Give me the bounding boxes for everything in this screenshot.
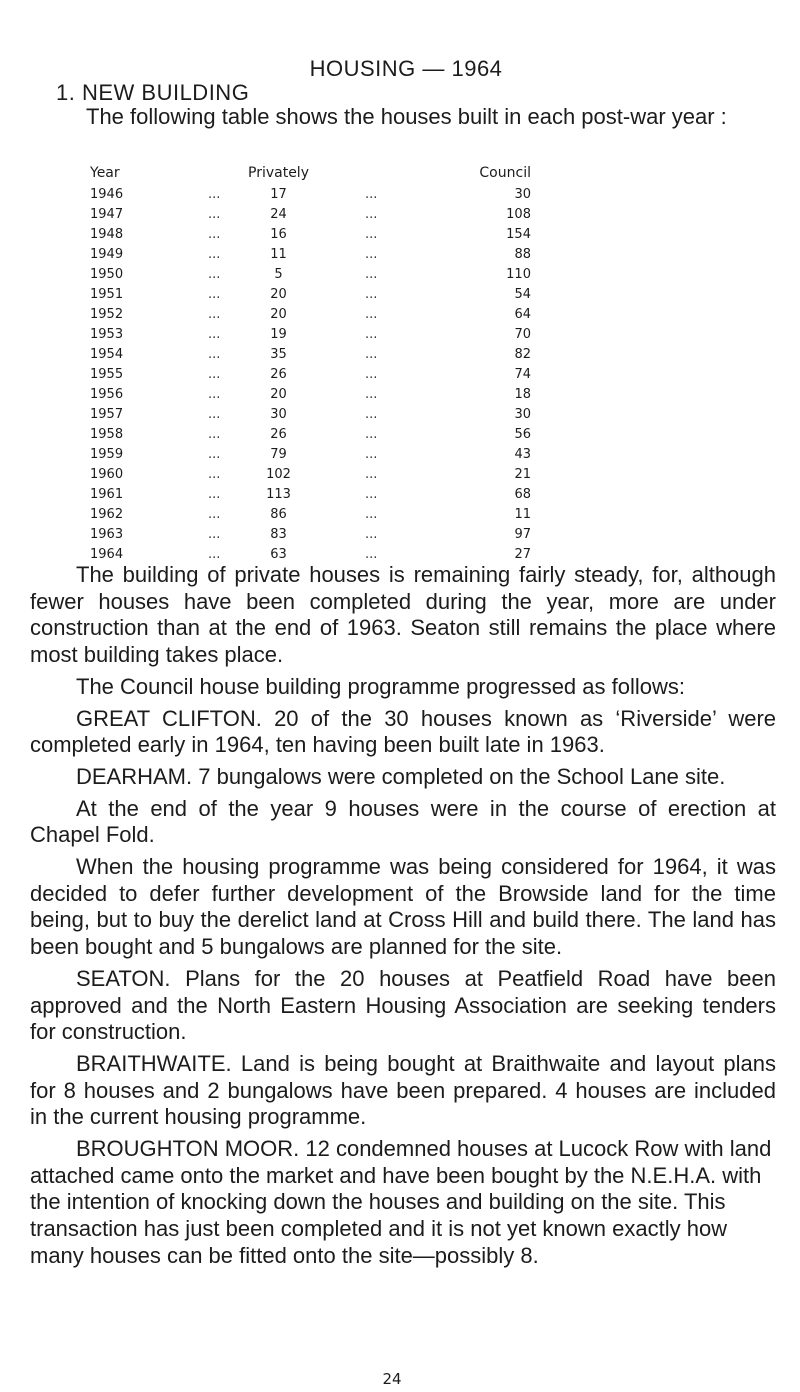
table-row bbox=[0, 384, 531, 404]
cell-year: 1950 bbox=[90, 266, 124, 282]
table-row bbox=[0, 184, 531, 204]
table-body bbox=[0, 184, 531, 564]
leader-dots: ... bbox=[208, 386, 221, 402]
table-row bbox=[0, 464, 531, 484]
leader-dots: ... bbox=[208, 346, 221, 362]
cell-year: 1951 bbox=[90, 286, 124, 302]
leader-dots: ... bbox=[208, 186, 221, 202]
leader-dots: ... bbox=[364, 406, 378, 422]
body-paragraph: The Council house building programme progressed as follows: bbox=[76, 673, 685, 699]
leader-dots: ... bbox=[364, 526, 378, 542]
leader-dots: ... bbox=[364, 186, 378, 202]
cell-council: 30 bbox=[514, 186, 531, 202]
cell-council: 68 bbox=[514, 486, 531, 502]
leader-dots: ... bbox=[364, 486, 378, 502]
table-row bbox=[0, 344, 531, 364]
leader-dots: ... bbox=[364, 286, 378, 302]
cell-year: 1955 bbox=[90, 366, 124, 382]
leader-dots: ... bbox=[208, 406, 221, 422]
leader-dots: ... bbox=[364, 546, 378, 562]
leader-dots: ... bbox=[364, 466, 378, 482]
leader-dots: ... bbox=[208, 546, 221, 562]
table-row bbox=[0, 544, 531, 564]
table-row bbox=[0, 244, 531, 264]
cell-council: 154 bbox=[506, 226, 531, 242]
cell-privately: 24 bbox=[270, 206, 287, 222]
cell-council: 110 bbox=[506, 266, 531, 282]
cell-year: 1956 bbox=[90, 386, 124, 402]
cell-year: 1961 bbox=[90, 486, 124, 502]
leader-dots: ... bbox=[364, 226, 378, 242]
cell-privately: 102 bbox=[266, 466, 291, 482]
cell-year: 1946 bbox=[90, 186, 124, 202]
cell-privately: 20 bbox=[270, 286, 287, 302]
table-row bbox=[0, 304, 531, 324]
table-row bbox=[0, 324, 531, 344]
leader-dots: ... bbox=[208, 306, 221, 322]
table-row bbox=[0, 504, 531, 524]
cell-year: 1964 bbox=[90, 546, 124, 562]
body-paragraph: The building of private houses is remaining fairly steady, for, although fewer houses have been completed during the year, more are under construction than at the end of 1963. Seaton still remains the place where most building takes place. bbox=[30, 562, 776, 668]
cell-year: 1963 bbox=[90, 526, 124, 542]
cell-privately: 83 bbox=[270, 526, 287, 542]
leader-dots: ... bbox=[364, 266, 378, 282]
body-paragraph: At the end of the year 9 houses were in the course of erection at Chapel Fold. bbox=[30, 795, 776, 848]
housing-table bbox=[0, 162, 531, 564]
body-paragraph: BROUGHTON MOOR. 12 condemned houses at Lucock Row with land attached came onto the market and have been bought by the N.E.H.A. with the intention of knocking down the houses and building on the site. This transaction has just been completed and it is not yet known exactly how many houses can be fitted onto the site—possibly 8. bbox=[30, 1136, 772, 1268]
cell-year: 1958 bbox=[90, 426, 124, 442]
leader-dots: ... bbox=[364, 506, 378, 522]
cell-privately: 35 bbox=[270, 346, 287, 362]
cell-year: 1962 bbox=[90, 506, 124, 522]
cell-privately: 5 bbox=[274, 266, 283, 282]
cell-council: 70 bbox=[514, 326, 531, 342]
cell-year: 1954 bbox=[90, 346, 124, 362]
cell-council: 27 bbox=[514, 546, 531, 562]
leader-dots: ... bbox=[208, 486, 221, 502]
leader-dots: ... bbox=[364, 206, 378, 222]
leader-dots: ... bbox=[208, 426, 221, 442]
cell-year: 1960 bbox=[90, 466, 124, 482]
table-row bbox=[0, 364, 531, 384]
table-row bbox=[0, 224, 531, 244]
header-year: Year bbox=[90, 165, 120, 181]
body-paragraph: SEATON. Plans for the 20 houses at Peatfield Road have been approved and the North Eastern Housing Association are seeking tenders for construction. bbox=[30, 965, 776, 1045]
cell-privately: 17 bbox=[270, 186, 287, 202]
leader-dots: ... bbox=[208, 366, 221, 382]
leader-dots: ... bbox=[208, 286, 221, 302]
leader-dots: ... bbox=[208, 226, 221, 242]
leader-dots: ... bbox=[208, 266, 221, 282]
leader-dots: ... bbox=[364, 346, 378, 362]
leader-dots: ... bbox=[364, 426, 378, 442]
table-row bbox=[0, 444, 531, 464]
cell-year: 1947 bbox=[90, 206, 124, 222]
leader-dots: ... bbox=[364, 246, 378, 262]
cell-privately: 26 bbox=[270, 366, 287, 382]
cell-privately: 20 bbox=[270, 386, 287, 402]
cell-council: 74 bbox=[514, 366, 531, 382]
table-header-row bbox=[0, 162, 531, 184]
cell-privately: 16 bbox=[270, 226, 287, 242]
cell-privately: 20 bbox=[270, 306, 287, 322]
table-row bbox=[0, 424, 531, 444]
cell-privately: 79 bbox=[270, 446, 287, 462]
cell-council: 88 bbox=[514, 246, 531, 262]
cell-year: 1957 bbox=[90, 406, 124, 422]
cell-council: 108 bbox=[506, 206, 531, 222]
body-text bbox=[30, 562, 776, 1275]
leader-dots: ... bbox=[208, 246, 221, 262]
header-privately: Privately bbox=[248, 165, 309, 181]
page-title: HOUSING — 1964 bbox=[309, 56, 503, 81]
cell-council: 21 bbox=[514, 466, 531, 482]
body-paragraph: DEARHAM. 7 bungalows were completed on the School Lane site. bbox=[76, 763, 726, 789]
table-row bbox=[0, 204, 531, 224]
table-row bbox=[0, 524, 531, 544]
cell-year: 1952 bbox=[90, 306, 124, 322]
body-paragraph: BRAITHWAITE. Land is being bought at Braithwaite and layout plans for 8 houses and 2 bungalows have been prepared. 4 houses are included in the current housing programme. bbox=[30, 1050, 776, 1130]
cell-council: 82 bbox=[514, 346, 531, 362]
leader-dots: ... bbox=[208, 326, 221, 342]
cell-council: 30 bbox=[514, 406, 531, 422]
table-row bbox=[0, 404, 531, 424]
cell-year: 1953 bbox=[90, 326, 124, 342]
cell-privately: 86 bbox=[270, 506, 287, 522]
table-row bbox=[0, 484, 531, 504]
body-paragraph: GREAT CLIFTON. 20 of the 30 houses known as ‘Riverside’ were completed early in 1964, ten having been built late in 1963. bbox=[30, 705, 776, 758]
cell-council: 54 bbox=[514, 286, 531, 302]
leader-dots: ... bbox=[208, 466, 221, 482]
cell-privately: 63 bbox=[270, 546, 287, 562]
cell-privately: 19 bbox=[270, 326, 287, 342]
cell-privately: 113 bbox=[266, 486, 291, 502]
leader-dots: ... bbox=[364, 386, 378, 402]
leader-dots: ... bbox=[364, 326, 378, 342]
cell-privately: 26 bbox=[270, 426, 287, 442]
intro-paragraph: The following table shows the houses built in each post-war year : bbox=[86, 104, 727, 129]
cell-council: 11 bbox=[514, 506, 531, 522]
cell-year: 1948 bbox=[90, 226, 124, 242]
cell-council: 56 bbox=[514, 426, 531, 442]
leader-dots: ... bbox=[208, 506, 221, 522]
table-row bbox=[0, 284, 531, 304]
leader-dots: ... bbox=[364, 306, 378, 322]
cell-privately: 11 bbox=[270, 246, 287, 262]
leader-dots: ... bbox=[364, 366, 378, 382]
leader-dots: ... bbox=[208, 206, 221, 222]
body-paragraph: When the housing programme was being considered for 1964, it was decided to defer further development of the Browside land for the time being, but to buy the derelict land at Cross Hill and build there. The land has been bought and 5 bungalows are planned for the site. bbox=[30, 854, 776, 960]
leader-dots: ... bbox=[364, 446, 378, 462]
header-council: Council bbox=[479, 165, 531, 181]
cell-council: 18 bbox=[514, 386, 531, 402]
cell-year: 1959 bbox=[90, 446, 124, 462]
leader-dots: ... bbox=[208, 446, 221, 462]
page-number: 24 bbox=[382, 1370, 402, 1388]
cell-council: 43 bbox=[514, 446, 531, 462]
section-heading: 1. NEW BUILDING bbox=[56, 80, 250, 105]
table-row bbox=[0, 264, 531, 284]
cell-council: 97 bbox=[514, 526, 531, 542]
cell-council: 64 bbox=[514, 306, 531, 322]
cell-year: 1949 bbox=[90, 246, 124, 262]
cell-privately: 30 bbox=[270, 406, 287, 422]
leader-dots: ... bbox=[208, 526, 221, 542]
